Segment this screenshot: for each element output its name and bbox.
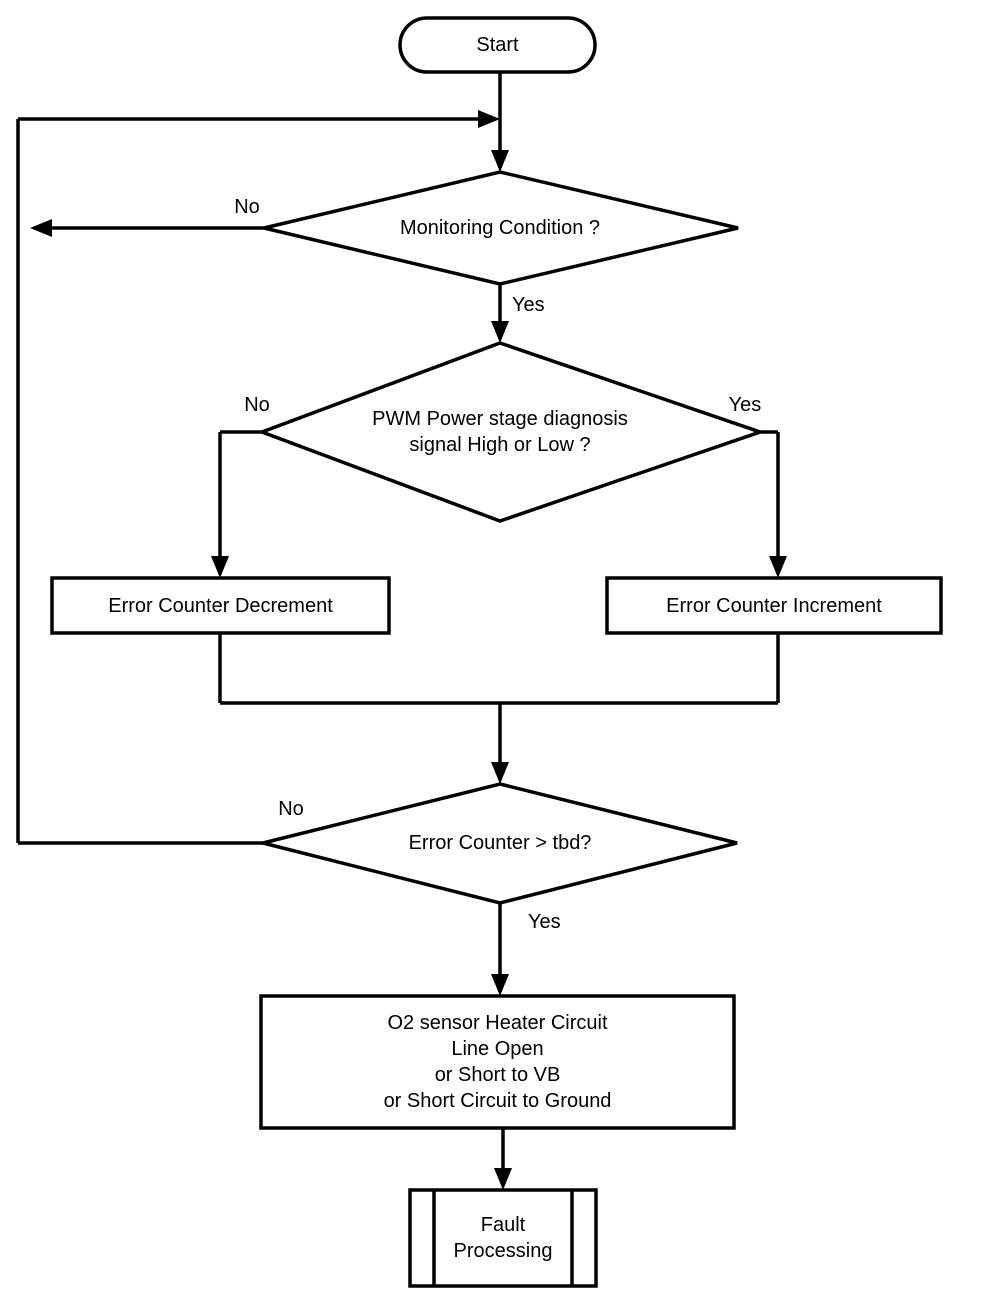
start-node-shape <box>400 18 595 72</box>
arrowhead-fault-to-processing <box>494 1168 512 1190</box>
counter-threshold-node-shape <box>263 784 737 903</box>
arrowhead-pwm-no <box>211 556 229 578</box>
start-node-label: Start <box>476 34 519 56</box>
counter-decrement-node-label: Error Counter Decrement <box>108 594 333 617</box>
arrowhead-monitoring-yes <box>491 321 509 343</box>
edge-label-monitoring-yes: Yes <box>512 294 545 316</box>
arrowhead-pwm-yes <box>769 556 787 578</box>
pwm-check-node-label: PWM Power stage diagnosis signal High or Low ? <box>372 408 628 456</box>
monitoring-condition-node-label: Monitoring Condition ? <box>399 217 601 239</box>
edge-label-pwm-yes: Yes <box>728 394 762 416</box>
edge-label-counter-no: No <box>278 798 304 820</box>
fault-description-node-label: O2 sensor Heater Circuit Line Open or Short to VB or Short Circuit to Ground <box>383 1012 612 1112</box>
arrowhead-loop-rail-into-main <box>478 110 500 128</box>
arrowhead-counter-yes <box>491 974 509 996</box>
counter-threshold-node-label: Error Counter > tbd? <box>408 832 592 854</box>
monitoring-condition-node-shape <box>264 172 738 284</box>
fault-processing-node-shape <box>410 1190 596 1286</box>
edge-label-counter-yes: Yes <box>528 911 561 933</box>
fault-processing-node-label: Fault Processing <box>453 1214 553 1262</box>
fault-description-node-shape <box>261 996 734 1128</box>
arrowhead-monitoring-no <box>30 219 52 237</box>
arrowhead-start-to-monitoring <box>491 150 509 172</box>
edge-label-monitoring-no: No <box>234 196 260 218</box>
arrowhead-merge-to-counter <box>491 762 509 784</box>
counter-increment-node-shape <box>607 578 941 633</box>
edge-label-pwm-no: No <box>244 394 270 416</box>
counter-increment-node-label: Error Counter Increment <box>666 594 882 617</box>
pwm-check-node-shape <box>262 343 760 521</box>
counter-decrement-node-shape <box>52 578 389 633</box>
